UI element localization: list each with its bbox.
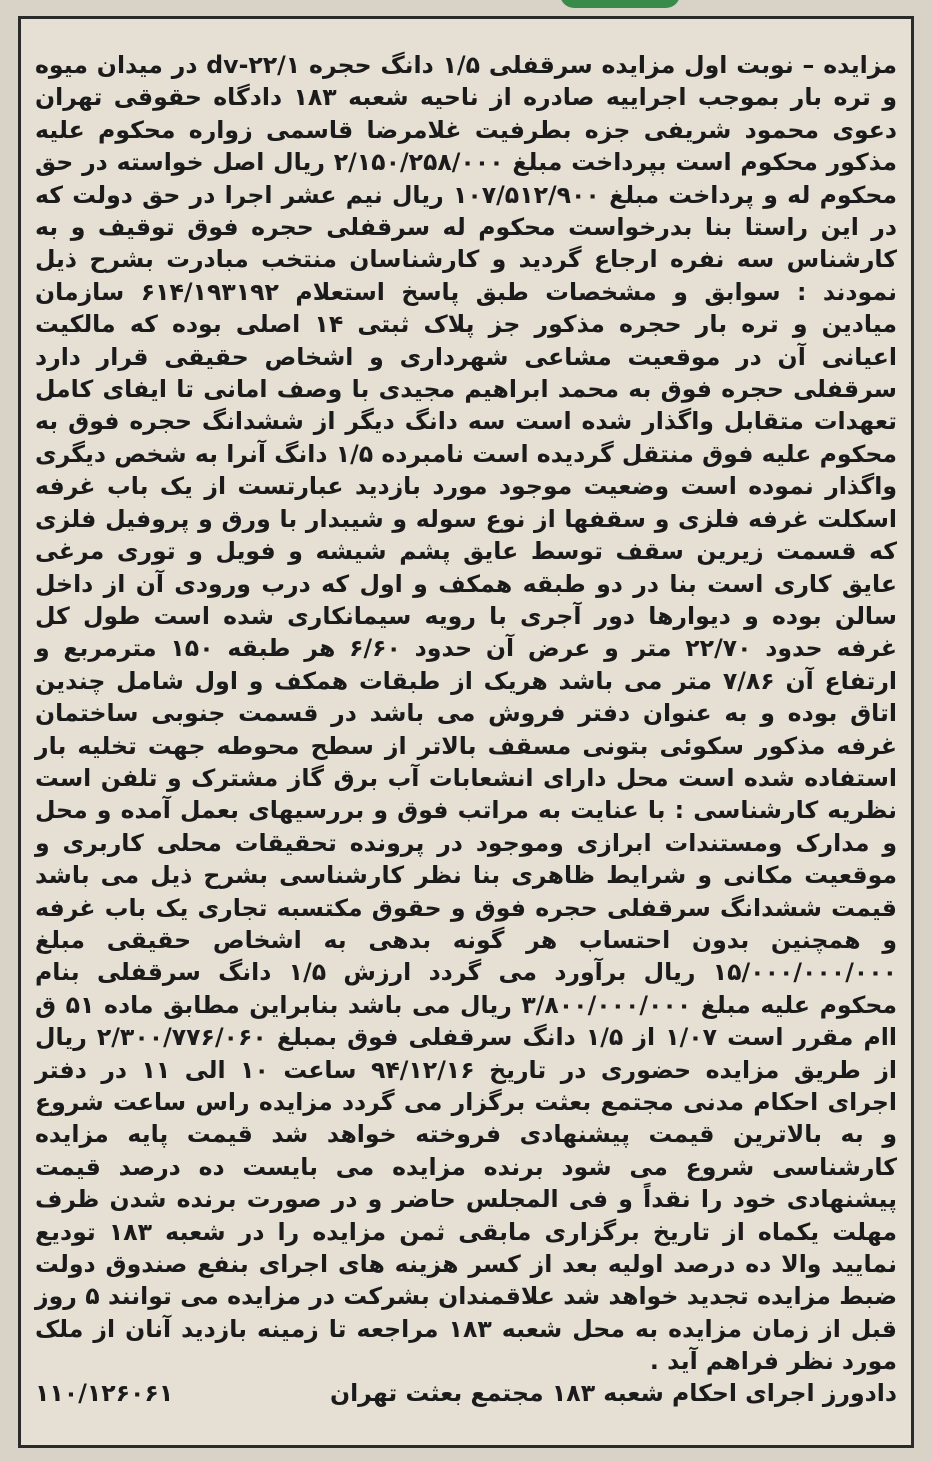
top-decoration bbox=[560, 0, 680, 8]
notice-body-text: مزایده – نوبت اول مزایده سرقفلی ۱/۵ دانگ حجره ۲۲/۱-dv در میدان میوه و تره بار بموجب اجراییه صادره از ناحیه شعبه ۱۸۳ دادگاه حقوقی تهران دعوی محمود شریفی جزه بطرفیت غلامرضا قاسمی زواره محکوم علیه مذکور محکوم است بپرداخت مبلغ ۲/۱۵۰/۲۵۸/۰۰۰ ریال اصل خواسته در حق محکوم له و پرداخت مبلغ ۱۰۷/۵۱۲/۹۰۰ ریال نیم عشر اجرا در حق دولت که در این راستا بنا بدرخواست محکوم له سرقفلی حجره فوق توقیف و به کارشناس سه نفره ارجاع گردید و کارشناسان منتخب مبادرت بشرح ذیل نمودند : سوابق و مشخصات طبق پاسخ استعلام ۶۱۴/۱۹۳۱۹۲ سازمان میادین و تره بار حجره مذکور جز پلاک ثبتی ۱۴ اصلی بوده که مالکیت اعیانی آن در موقعیت مشاعی شهرداری و اشخاص حقیقی قرار دارد سرقفلی حجره فوق به محمد ابراهیم مجیدی با وصف امانی تا ایفای کامل تعهدات متقابل واگذار شده است سه دانگ دیگر از ششدانگ حجره فوق به محکوم علیه فوق منتقل گردیده است نامبرده ۱/۵ دانگ آنرا به شخص دیگری واگذار نموده است وضعیت موجود مورد بازدید عبارتست از یک باب غرفه اسکلت غرفه فلزی و سقفها از نوع سوله و شیبدار با ورق و پروفیل فلزی که قسمت زیرین سقف توسط عایق پشم شیشه و فویل و توری مرغی عایق کاری است بنا در دو طبقه همکف و اول که درب ورودی آن از داخل سالن بوده و دیوارها دور آجری با رویه سیمانکاری شده است طول کل غرفه حدود ۲۲/۷۰ متر و عرض آن حدود ۶/۶۰ هر طبقه ۱۵۰ مترمربع و ارتفاع آن ۷/۸۶ متر می باشد هریک از طبقات همکف و اول شامل چندین اتاق بوده و به عنوان دفتر فروش می باشد در قسمت جنوبی ساختمان غرفه مذکور سکوئی بتونی مسقف بالاتر از سطح محوطه جهت تخلیه بار استفاده شده است محل دارای انشعابات آب برق گاز مشترک و تلفن است نظریه کارشناسی : با عنایت به مراتب فوق و بررسیهای بعمل آمده و محل و مدارک ومستندات ابرازی وموجود در پرونده تحقیقات محلی کاربری و موقعیت مکانی و شرایط ظاهری بنا نظر کارشناسی بشرح ذیل می باشد قیمت ششدانگ سرقفلی حجره فوق و حقوق مکتسبه تجاری یک باب غرفه و همچنین بدون احتساب هر گونه بدهی به اشخاص حقیقی مبلغ ۱۵/۰۰۰/۰۰۰/۰۰۰ ریال برآورد می گردد ارزش ۱/۵ دانگ سرقفلی بنام محکوم علیه مبلغ ۳/۸۰۰/۰۰۰/۰۰۰ ریال می باشد بنابراین مطابق ماده ۵۱ ق اام مقرر است ۱/۰۷ از ۱/۵ دانگ سرقفلی فوق بمبلغ ۲/۳۰۰/۷۷۶/۰۶۰ ریال از طریق مزایده حضوری در تاریخ ۹۴/۱۲/۱۶ ساعت ۱۰ الی ۱۱ در دفتر اجرای احکام مدنی مجتمع بعثت برگزار می گردد مزایده راس ساعت شروع و به بالاترین قیمت پیشنهادی فروخته خواهد شد قیمت پایه مزایده کارشناسی شروع می شود برنده مزایده می بایست ده درصد قیمت پیشنهادی خود را نقداً و فی المجلس حاضر و در صورت برنده شدن ظرف مهلت یکماه از تاریخ برگزاری مابقی ثمن مزایده را در شعبه ۱۸۳ تودیع نمایید والا ده درصد اولیه بعد از کسر هزینه های اجرای بنفع صندوق دولت ضبط مزایده تجدید خواهد شد علاقمندان بشرکت در مزایده می توانند ۵ روز قبل از زمان مزایده به محل شعبه ۱۸۳ مراجعه تا زمینه بازدید آنان از ملک مورد نظر فراهم آید . bbox=[35, 51, 898, 1376]
auction-notice bbox=[18, 16, 914, 1448]
notice-reference-number: ۱۱۰/۱۲۶۰۶۱ bbox=[35, 1379, 174, 1407]
notice-signature: دادورز اجرای احکام شعبه ۱۸۳ مجتمع بعثت تهران bbox=[329, 1379, 897, 1407]
notice-footer bbox=[35, 1379, 897, 1407]
